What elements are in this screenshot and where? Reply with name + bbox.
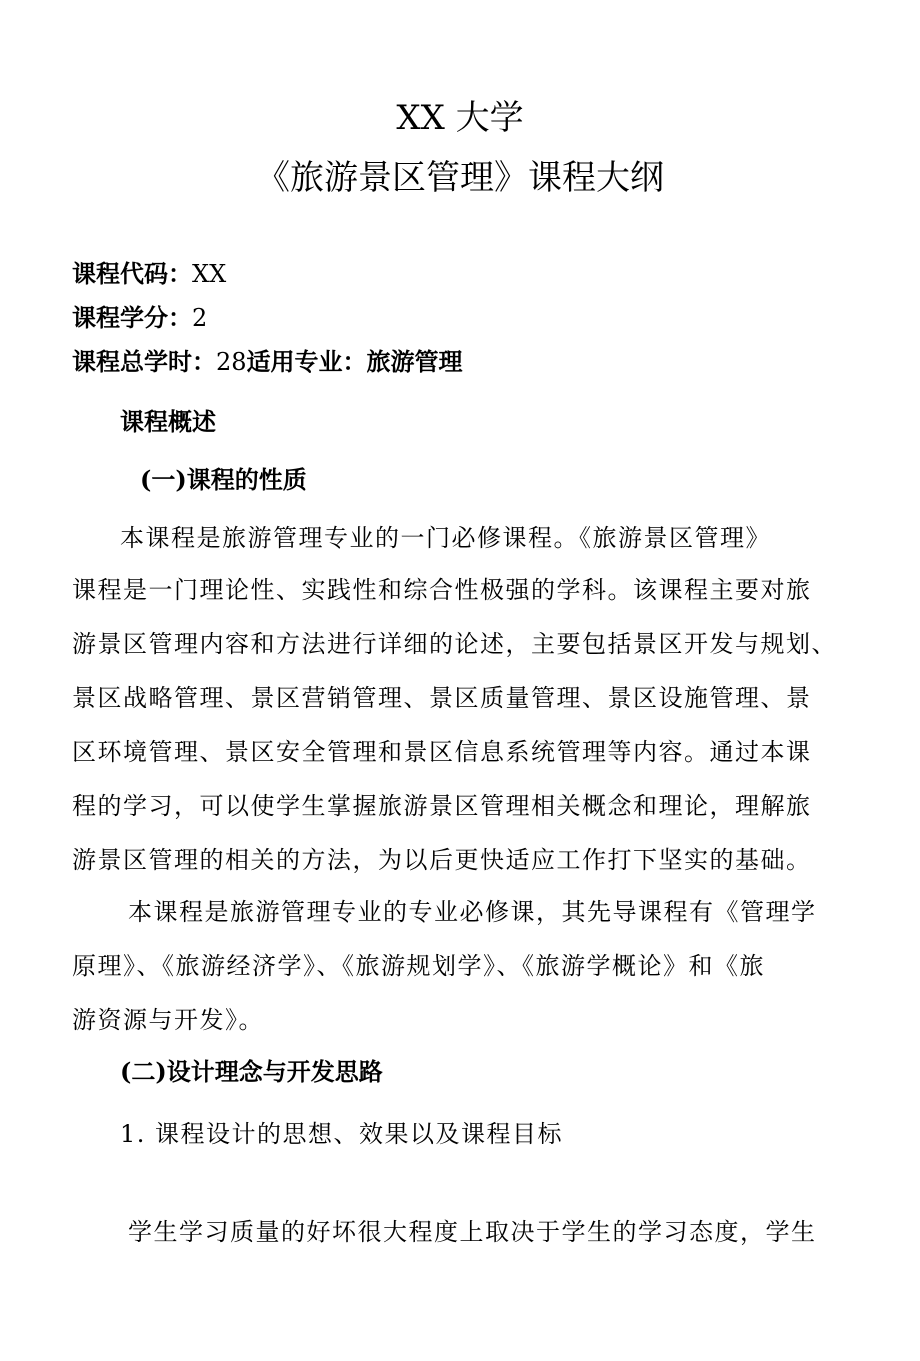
course-credit-value: 2 xyxy=(192,304,208,332)
course-major: 适用专业：旅游管理 xyxy=(246,347,463,376)
course-credit xyxy=(72,298,207,333)
course-code-value: XX xyxy=(192,260,227,288)
course-credit-label: 课程学分： xyxy=(72,303,192,332)
design-subheading: 1. 课程设计的思想、效果以及课程目标 xyxy=(120,1120,564,1148)
university-title: XX 大学 xyxy=(396,98,524,138)
paragraph1-line: 区环境管理、景区安全管理和景区信息系统管理等内容。通过本课 xyxy=(72,738,812,766)
paragraph1-line: 游景区管理的相关的方法，为以后更快适应工作打下坚实的基础。 xyxy=(72,846,812,874)
course-hours-and-major xyxy=(72,342,463,377)
paragraph2-line: 游资源与开发》。 xyxy=(72,1006,264,1034)
paragraph1-line: 程的学习，可以使学生掌握旅游景区管理相关概念和理论，理解旅 xyxy=(72,792,812,820)
paragraph2-line: 原理》、《旅游经济学》、《旅游规划学》、《旅游学概论》和《旅 xyxy=(72,952,765,980)
overview-heading: 课程概述 xyxy=(120,407,216,436)
paragraph2-line: 本课程是旅游管理专业的专业必修课，其先导课程有《管理学 xyxy=(128,898,817,926)
paragraph1-line: 本课程是旅游管理专业的一门必修课程。《旅游景区管理》 xyxy=(120,524,771,552)
course-hours-value: 28 xyxy=(216,348,247,376)
course-code xyxy=(72,254,226,289)
paragraph3-line: 学生学习质量的好坏很大程度上取决于学生的学习态度，学生 xyxy=(128,1218,817,1246)
design-heading: (二)设计理念与开发思路 xyxy=(120,1057,383,1086)
course-title: 《旅游景区管理》课程大纲 xyxy=(256,158,664,198)
paragraph1-line: 景区战略管理、景区营销管理、景区质量管理、景区设施管理、景 xyxy=(72,684,812,712)
paragraph1-line: 课程是一门理论性、实践性和综合性极强的学科。该课程主要对旅 xyxy=(72,576,812,604)
course-hours-label: 课程总学时： xyxy=(72,347,216,376)
course-code-label: 课程代码： xyxy=(72,259,192,288)
paragraph1-line: 游景区管理内容和方法进行详细的论述，主要包括景区开发与规划、 xyxy=(72,630,837,658)
nature-heading: (一)课程的性质 xyxy=(140,465,307,494)
